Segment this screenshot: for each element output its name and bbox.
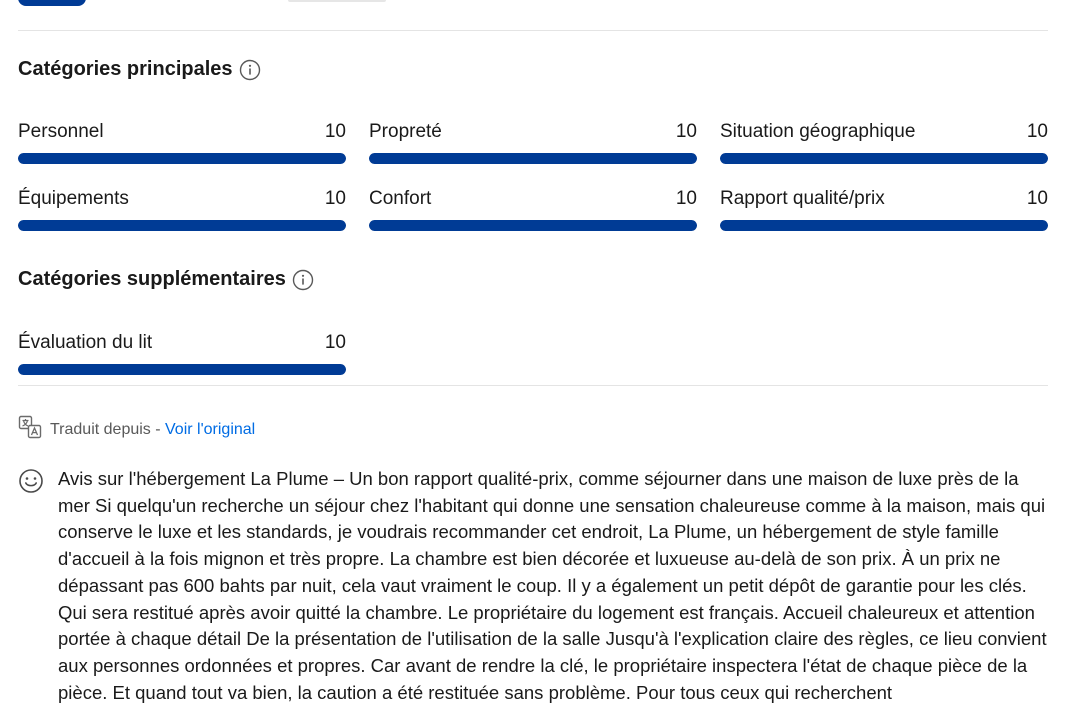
info-icon[interactable] <box>292 269 314 291</box>
score-bar <box>369 153 697 164</box>
score-bar-fill <box>369 220 697 231</box>
review-body <box>18 466 1058 706</box>
active-tab-indicator[interactable] <box>18 0 86 6</box>
category-score: 10 <box>1026 121 1048 142</box>
divider <box>18 385 1048 386</box>
category-label: Équipements <box>18 188 129 209</box>
category-label: Personnel <box>18 121 104 142</box>
score-bar-fill <box>720 153 1048 164</box>
main-categories-title: Catégories principales <box>18 58 233 80</box>
category-score: 10 <box>324 188 346 209</box>
category-score: 10 <box>1026 188 1048 209</box>
view-original-link[interactable]: Voir l'original <box>165 420 256 438</box>
faint-top-element <box>288 0 386 2</box>
score-bar <box>720 153 1048 164</box>
category-label: Propreté <box>369 121 442 142</box>
smiley-icon <box>18 468 44 494</box>
category-proprete <box>369 121 697 164</box>
review-text: Avis sur l'hébergement La Plume – Un bon rapport qualité-prix, comme séjourner dans une maison de luxe près de la mer Si quelqu'un recherche un séjour chez l'habitant qui donne une sensation chaleureuse comme à la maison, mais qui conserve le luxe et les standards, je voudrais recommander cet endroit, La Plume, un hébergement de style famille d'accueil à la fois mignon et très propre. La chambre est bien décorée et luxueuse au-delà de son prix. À un prix ne dépassant pas 600 bahts par nuit, cela vaut vraiment le coup. Il y a également un petit dépôt de garantie pour les clés. Qui sera restitué après avoir quitté la chambre. Le propriétaire du logement est français. Accueil chaleureux et attention portée à chaque détail De la présentation de l'utilisation de la salle Jusqu'à l'explication claire des règles, ce lieu convient aux personnes ordonnées et propres. Car avant de rendre la clé, le propriétaire inspectera l'état de chaque pièce de la pièce. Et quand tout va bien, la caution a été restituée sans problème. Pour tous ceux qui recherchent <box>58 468 1047 703</box>
category-score: 10 <box>675 188 697 209</box>
score-bar-fill <box>18 364 346 375</box>
score-bar <box>18 364 346 375</box>
category-confort <box>369 188 697 231</box>
score-bar <box>18 153 346 164</box>
translation-prefix: Traduit depuis - <box>50 420 166 438</box>
main-categories-heading <box>18 58 261 81</box>
category-rapport-qualite-prix <box>720 188 1048 231</box>
category-score: 10 <box>324 332 346 353</box>
category-score: 10 <box>324 121 346 142</box>
score-bar <box>18 220 346 231</box>
main-categories-grid <box>18 121 1048 231</box>
category-label: Évaluation du lit <box>18 332 153 353</box>
score-bar-fill <box>18 220 346 231</box>
extra-categories-grid <box>18 332 1048 375</box>
category-label: Confort <box>369 188 432 209</box>
category-equipements <box>18 188 346 231</box>
extra-categories-heading <box>18 268 314 291</box>
category-personnel <box>18 121 346 164</box>
info-icon[interactable] <box>239 59 261 81</box>
category-label: Rapport qualité/prix <box>720 188 885 209</box>
category-situation <box>720 121 1048 164</box>
category-evaluation-du-lit <box>18 332 346 375</box>
extra-categories-title: Catégories supplémentaires <box>18 268 286 290</box>
translate-icon <box>18 415 42 444</box>
score-bar <box>369 220 697 231</box>
category-score: 10 <box>675 121 697 142</box>
translation-notice <box>18 415 255 444</box>
score-bar <box>720 220 1048 231</box>
score-bar-fill <box>18 153 346 164</box>
score-bar-fill <box>369 153 697 164</box>
category-label: Situation géographique <box>720 121 916 142</box>
divider <box>18 30 1048 31</box>
score-bar-fill <box>720 220 1048 231</box>
